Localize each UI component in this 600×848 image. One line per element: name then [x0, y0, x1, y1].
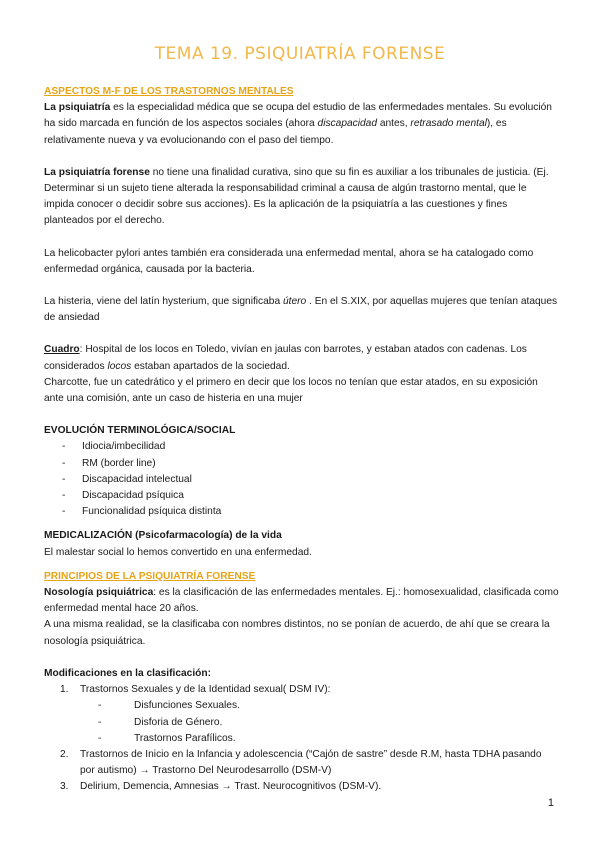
section-heading-aspectos: ASPECTOS M-F DE LOS TRASTORNOS MENTALES	[44, 86, 294, 97]
sublist	[80, 698, 559, 747]
list-item: - RM (border line)	[44, 456, 559, 472]
list-item: - Disforia de Género.	[80, 715, 559, 731]
paragraph-psiquiatria-forense: La psiquiatría forense no tiene una finalidad curativa, sino que su fin es auxiliar a los tribunales de justicia. (Ej. Determinar si un sujeto tiene alterada la responsabilidad criminal a causa de algún trastorno mental, que le impida conocer o decidir sobre sus acciones). Es la aplicación de la psiquiatría a las cuestiones y fines planteados por el derecho.	[44, 166, 549, 227]
list-item: - Disfunciones Sexuales.	[80, 698, 559, 714]
section-heading-medicalizacion: MEDICALIZACIÓN (Psicofarmacología) de la vida	[44, 530, 282, 542]
paragraph-histeria: La histeria, viene del latín hysterium, que significaba útero . En el S.XIX, por aquellas mujeres que tenían ataques de ansiedad	[44, 296, 558, 324]
list-item: 3. Delirium, Demencia, Amnesias → Trast. Neurocognitivos (DSM-V).	[60, 781, 382, 793]
paragraph-helicobacter: La helicobacter pylori antes también era considerada una enfermedad mental, ahora se ha catalogado como enfermedad orgánica, causada por la bacteria.	[44, 247, 534, 275]
list-item: - Discapacidad psíquica	[44, 488, 559, 504]
modificaciones-heading: Modificaciones en la clasificación:	[44, 667, 212, 679]
paragraph-misma-realidad: A una misma realidad, se la clasificaba con nombres distintos, no se ponían de acuerdo, de ahí que se creara la nosología psiquiátrica.	[44, 619, 550, 647]
list-item: 1. Trastornos Sexuales y de la Identidad sexual( DSM IV): - Disfunciones Sexuales. - Disforia de Género. - Trastornos Parafílicos.	[44, 682, 559, 747]
page-number: 1	[547, 797, 554, 809]
evolucion-list	[44, 439, 559, 520]
modificaciones-list	[44, 682, 559, 795]
list-item: - Discapacidad intelectual	[44, 472, 559, 488]
document-title: TEMA 19. PSIQUIATRÍA FORENSE	[154, 44, 446, 64]
paragraph-psiquiatria: La psiquiatría es la especialidad médica que se ocupa del estudio de las enfermedades mentales. Su evolución ha sido marcada en función de los aspectos sociales (ahora discapacidad antes, retrasado mental), es relativamente nueva y va evolucionando con el paso del tiempo.	[44, 102, 552, 146]
list-item: - Trastornos Parafílicos.	[80, 731, 559, 747]
paragraph-medicalizacion: El malestar social lo hemos convertido en una enfermedad.	[44, 546, 312, 558]
section-heading-evolucion: EVOLUCIÓN TERMINOLÓGICA/SOCIAL	[44, 425, 236, 437]
list-item: - Funcionalidad psíquica distinta	[44, 504, 559, 520]
section-heading-principios: PRINCIPIOS DE LA PSIQUIATRÍA FORENSE	[44, 570, 256, 582]
list-item: 2. Trastornos de Inicio en la Infancia y adolescencia (“Cajón de sastre” desde R.M, hasta TDHA pasando por autismo) → Trastorno Del Neurodesarrollo (DSM-V)	[60, 748, 542, 777]
paragraph-cuadro: Cuadro: Hospital de los locos en Toledo, vivían en jaulas con barrotes, y estaban atados con cadenas. Los considerados locos estaban apartados de la sociedad.	[44, 344, 527, 372]
list-item: - Idiocia/imbecilidad	[44, 439, 559, 455]
paragraph-charcotte: Charcotte, fue un catedrático y el primero en decir que los locos no tenían que estar atados, en su exposición ante una comisión, ante un caso de histeria en una mujer	[44, 376, 538, 405]
paragraph-nosologia: Nosología psiquiátrica: es la clasificación de las enfermedades mentales. Ej.: homosexualidad, clasificada como enfermedad mental hace 20 años.	[44, 587, 559, 615]
document-body	[44, 84, 559, 796]
